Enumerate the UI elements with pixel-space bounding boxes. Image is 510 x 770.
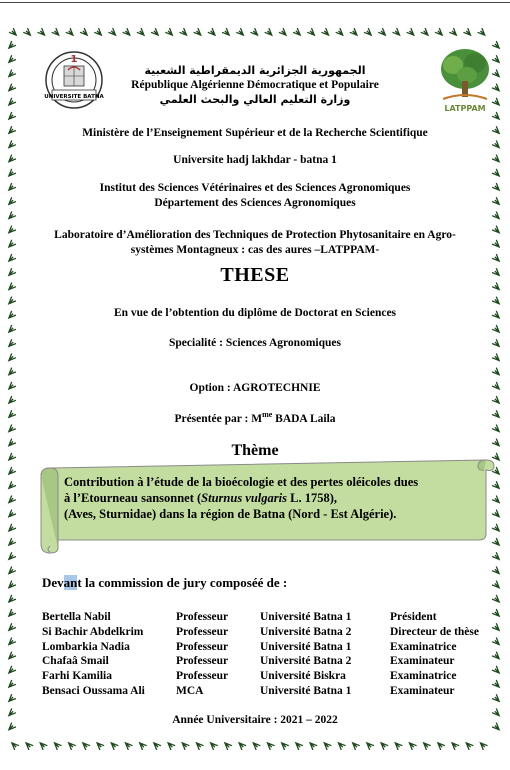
jury-university: Université Batna 1 [260, 684, 352, 697]
jury-name: Farhi Kamilia [42, 670, 112, 683]
thesis-title [64, 474, 484, 522]
jury-university: Université Batna 1 [260, 611, 352, 623]
border-arrow [307, 28, 316, 37]
border-arrow [7, 368, 16, 377]
border-arrow [7, 325, 16, 334]
jury-heading: Devant la commission de jury composéé de : [42, 575, 288, 590]
border-arrow [392, 28, 401, 37]
jury-grade: Professeur [176, 611, 229, 623]
border-arrow [209, 741, 218, 750]
thesis-heading: THESE [220, 264, 290, 286]
department-name: Département des Sciences Agronomiques [154, 197, 356, 209]
svg-text:1: 1 [70, 54, 78, 65]
border-arrow [80, 28, 89, 37]
presented-by-superscript: me [262, 410, 273, 419]
border-arrow [449, 28, 458, 37]
border-arrow [321, 28, 330, 37]
border-arrow [492, 353, 501, 362]
border-arrow [7, 211, 16, 220]
border-arrow [293, 28, 302, 37]
border-arrow [492, 368, 501, 377]
border-arrow [364, 28, 373, 37]
border-arrow [322, 741, 331, 750]
border-arrow [67, 741, 76, 750]
border-arrow [109, 741, 118, 750]
jury-row [42, 611, 510, 626]
border-arrow [492, 595, 501, 604]
thesis-title-line2: à l’Etourneau sansonnet (Sturnus vulgaris L. 1758), [64, 491, 337, 505]
border-arrow [137, 28, 146, 37]
border-arrow [237, 741, 246, 750]
border-arrow [180, 741, 189, 750]
top-rule [0, 2, 510, 3]
border-arrow [7, 581, 16, 590]
border-arrow [123, 741, 132, 750]
border-arrow [7, 140, 16, 149]
border-arrow [7, 666, 16, 675]
border-arrow [179, 28, 188, 37]
presented-by-name: BADA Laila [272, 412, 336, 425]
jury-role: Examinateur [390, 655, 455, 668]
border-arrow [223, 741, 232, 750]
border-arrow [222, 28, 231, 37]
border-arrow [251, 741, 260, 750]
border-arrow [280, 741, 289, 750]
border-arrow [279, 28, 288, 37]
border-arrow [23, 28, 32, 37]
border-arrow [7, 609, 16, 618]
border-arrow [492, 240, 501, 249]
header-french-republic: République Algérienne Démocratique et Populaire [131, 79, 379, 91]
border-arrow [492, 396, 501, 405]
border-arrow [492, 254, 501, 263]
jury-role: Président [390, 611, 437, 623]
thesis-title-line1: Contribution à l’étude de la bioécologie et des pertes oléicoles dues [64, 475, 419, 489]
border-arrow [7, 623, 16, 632]
border-arrow [7, 481, 16, 490]
jury-university: Université Biskra [260, 670, 346, 683]
border-arrow [165, 28, 174, 37]
border-arrow [66, 28, 75, 37]
thesis-title-line3: (Aves, Sturnidae) dans la région de Batna (Nord - Est Algérie). [64, 507, 397, 521]
border-arrow [81, 741, 90, 750]
border-arrow [7, 510, 16, 519]
jury-table [42, 611, 510, 700]
jury-grade: Professeur [176, 640, 229, 653]
border-arrow [7, 254, 16, 263]
jury-university: Université Batna 2 [260, 655, 352, 668]
right-logo-caption: LATPPAM [444, 104, 486, 113]
border-arrow [421, 28, 430, 37]
border-arrow [492, 325, 501, 334]
border-arrow [393, 741, 402, 750]
jury-row [42, 626, 510, 641]
header-arabic-ministry: وزارة التعليم العالي والبحث العلمي [159, 93, 351, 106]
border-arrow [10, 741, 19, 750]
jury-name: Si Bachir Abdelkrim [42, 625, 144, 638]
jury-row [42, 670, 510, 685]
border-arrow [450, 741, 459, 750]
border-arrow [138, 741, 147, 750]
border-arrow [351, 741, 360, 750]
theme-label: Thème [231, 442, 279, 459]
border-arrow [492, 169, 501, 178]
border-arrow [9, 28, 18, 37]
border-arrow [308, 741, 317, 750]
jury-grade: Professeur [176, 625, 229, 638]
jury-role: Directeur de thèse [390, 625, 479, 638]
border-arrow [123, 28, 132, 37]
border-arrow [108, 28, 117, 37]
border-arrow [166, 741, 175, 750]
border-arrow [208, 28, 217, 37]
jury-role: Examinateur [390, 684, 455, 697]
header-arabic-republic: الجمهورية الجزائرية الديمقراطية الشعبية [144, 64, 366, 77]
border-arrow [379, 741, 388, 750]
border-arrow [7, 566, 16, 575]
border-arrow [265, 28, 274, 37]
border-arrow [7, 680, 16, 689]
border-arrow [492, 226, 501, 235]
university-name: Universite hadj lakhdar - batna 1 [173, 154, 337, 166]
border-arrow [7, 595, 16, 604]
border-arrow [24, 741, 33, 750]
border-arrow [478, 28, 487, 37]
border-arrow [7, 495, 16, 504]
jury-university: Université Batna 1 [260, 640, 352, 653]
border-arrow [464, 741, 473, 750]
border-arrow [350, 28, 359, 37]
border-arrow [7, 424, 16, 433]
border-arrow [7, 694, 16, 703]
border-arrow [492, 140, 501, 149]
jury-role: Examinatrice [390, 640, 457, 653]
border-arrow [7, 524, 16, 533]
jury-row [42, 685, 510, 700]
border-arrow [194, 28, 203, 37]
border-arrow [294, 741, 303, 750]
border-arrow [7, 41, 16, 50]
border-arrow [152, 741, 161, 750]
presented-by-prefix: Présentée par : M [174, 412, 263, 425]
border-arrow [265, 741, 274, 750]
presented-by [0, 410, 510, 425]
border-arrow [336, 28, 345, 37]
border-arrow [37, 28, 46, 37]
jury-name: Chafaâ Smail [42, 655, 109, 668]
border-arrow [492, 211, 501, 220]
border-arrow [151, 28, 160, 37]
border-arrow [492, 581, 501, 590]
border-arrow [52, 741, 61, 750]
border-arrow [38, 741, 47, 750]
jury-grade: Professeur [176, 670, 229, 683]
left-logo-caption: UNIVERSITE BATNA [44, 94, 104, 100]
border-arrow [52, 28, 61, 37]
border-arrow [7, 240, 16, 249]
border-arrow [94, 28, 103, 37]
text-selection-highlight: an [63, 575, 78, 590]
border-arrow [7, 112, 16, 121]
degree-purpose: En vue de l’obtention du diplôme de Doctorat en Sciences [113, 307, 397, 319]
border-arrow [7, 637, 16, 646]
jury-university: Université Batna 2 [260, 625, 352, 638]
border-arrow [436, 741, 445, 750]
border-arrow [378, 28, 387, 37]
border-arrow [492, 297, 501, 306]
border-arrow [492, 566, 501, 575]
border-arrow [7, 169, 16, 178]
border-arrow [435, 28, 444, 37]
border-arrow [407, 741, 416, 750]
option: Option : AGROTECHNIE [189, 382, 321, 394]
border-arrow [463, 28, 472, 37]
border-arrow [194, 741, 203, 750]
border-arrow [492, 424, 501, 433]
institute-name: Institut des Sciences Vétérinaires et des Sciences Agronomiques [99, 182, 411, 194]
border-arrow [422, 741, 431, 750]
border-arrow [7, 396, 16, 405]
border-arrow [7, 652, 16, 661]
border-arrow [7, 467, 16, 476]
jury-row [42, 655, 510, 670]
jury-name: Lombarkia Nadia [42, 640, 130, 653]
jury-name: Bertella Nabil [42, 611, 111, 623]
border-arrow [7, 297, 16, 306]
border-arrow [7, 552, 16, 561]
border-arrow [7, 226, 16, 235]
jury-grade: MCA [176, 684, 204, 697]
border-arrow [365, 741, 374, 750]
border-arrow [7, 353, 16, 362]
laboratory-name: Laboratoire d’Amélioration des Techniques de Protection Phytosanitaire en Agro-systèmes Montagneux : cas des aures –LATPPAM- [54, 229, 456, 256]
jury-grade: Professeur [176, 655, 229, 668]
border-arrow [407, 28, 416, 37]
jury-row [42, 641, 510, 656]
border-arrow [236, 28, 245, 37]
border-arrow [336, 741, 345, 750]
specialty: Specialité : Sciences Agronomiques [169, 337, 341, 349]
border-arrow [95, 741, 104, 750]
border-arrow [478, 741, 487, 750]
jury-name: Bensaci Oussama Ali [42, 684, 145, 697]
border-arrow [250, 28, 259, 37]
ministry-name: Ministère de l’Enseignement Supérieur et de la Recherche Scientifique [82, 127, 428, 139]
jury-role: Examinatrice [390, 670, 457, 683]
border-arrow [7, 538, 16, 547]
academic-year: Année Universitaire : 2021 – 2022 [172, 714, 338, 726]
